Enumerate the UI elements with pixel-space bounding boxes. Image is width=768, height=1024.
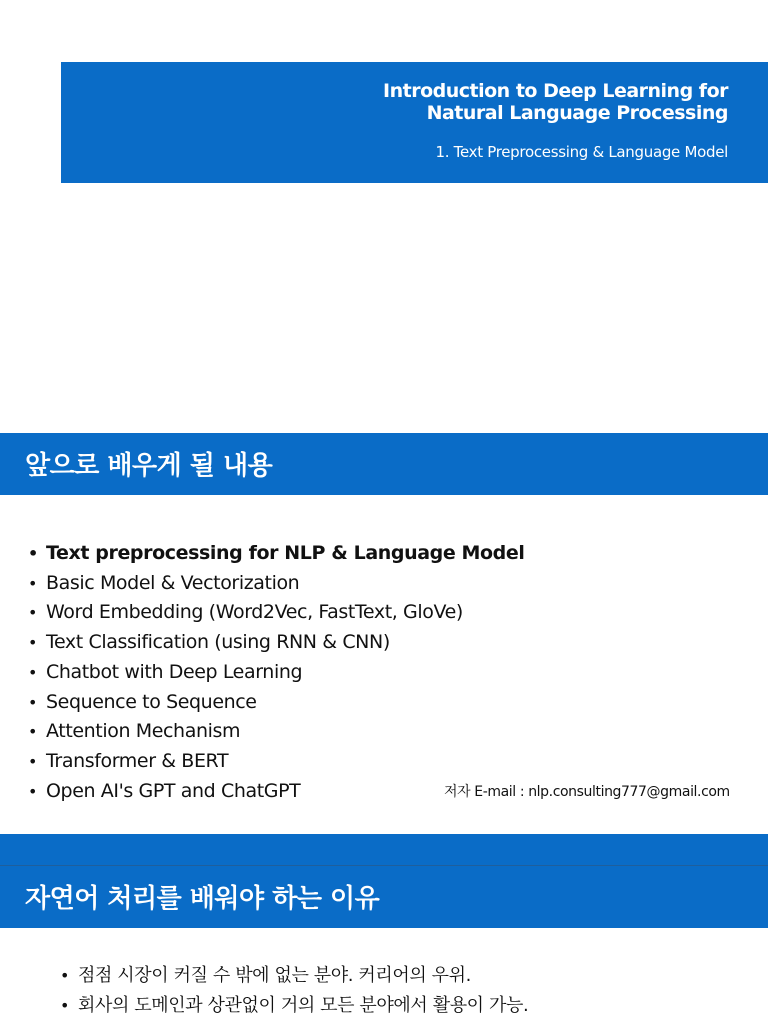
list-item-text: 점점 시장이 커질 수 밖에 없는 분야. 커리어의 우위. (78, 965, 471, 986)
list-item-text: Chatbot with Deep Learning (46, 660, 303, 683)
author-email: 저자 E-mail : nlp.consulting777@gmail.com (444, 784, 730, 800)
list-item (28, 688, 524, 718)
section-heading-reasons: 자연어 처리를 배워야 하는 이유 (25, 884, 380, 914)
list-item-text: Open AI's GPT and ChatGPT (46, 779, 301, 802)
section-header-reasons (0, 866, 768, 928)
list-item (28, 658, 524, 688)
list-item-text: 회사의 도메인과 상관없이 거의 모든 분야에서 활용이 가능. (78, 995, 529, 1016)
list-item (28, 747, 524, 777)
list-item (28, 539, 524, 569)
bullet-icon: • (28, 751, 38, 771)
bullet-icon: • (60, 966, 70, 985)
bullet-icon: • (28, 662, 38, 682)
list-item-text: Sequence to Sequence (46, 690, 257, 713)
list-item-text: Text preprocessing for NLP & Language Model (46, 542, 525, 564)
bullet-icon: • (28, 544, 38, 563)
topics-list (28, 539, 524, 806)
reasons-list (60, 961, 528, 1021)
section-divider-band (0, 834, 768, 866)
list-item (28, 628, 524, 658)
bullet-icon: • (60, 996, 70, 1015)
title-banner (61, 62, 768, 183)
bullet-icon: • (28, 692, 38, 712)
section-heading-topics: 앞으로 배우게 될 내용 (25, 451, 273, 481)
list-item (28, 569, 524, 599)
bullet-icon: • (28, 722, 38, 742)
bullet-icon: • (28, 573, 38, 593)
list-item (28, 598, 524, 628)
bullet-icon: • (28, 603, 38, 623)
title-line-2: Natural Language Processing (426, 102, 728, 124)
document-subtitle: 1. Text Preprocessing & Language Model (435, 143, 728, 161)
list-item (60, 961, 528, 991)
section-header-topics (0, 433, 768, 495)
list-item (28, 717, 524, 747)
bullet-icon: • (28, 633, 38, 653)
title-line-1: Introduction to Deep Learning for (383, 80, 728, 102)
list-item-text: Basic Model & Vectorization (46, 571, 300, 594)
list-item-text: Transformer & BERT (46, 749, 229, 772)
list-item-text: Attention Mechanism (46, 720, 241, 743)
list-item (60, 991, 528, 1021)
list-item-text: Text Classification (using RNN & CNN) (46, 631, 390, 654)
document-title (383, 80, 728, 124)
bullet-icon: • (28, 781, 38, 801)
list-item-text: Word Embedding (Word2Vec, FastText, GloVe) (46, 601, 463, 624)
